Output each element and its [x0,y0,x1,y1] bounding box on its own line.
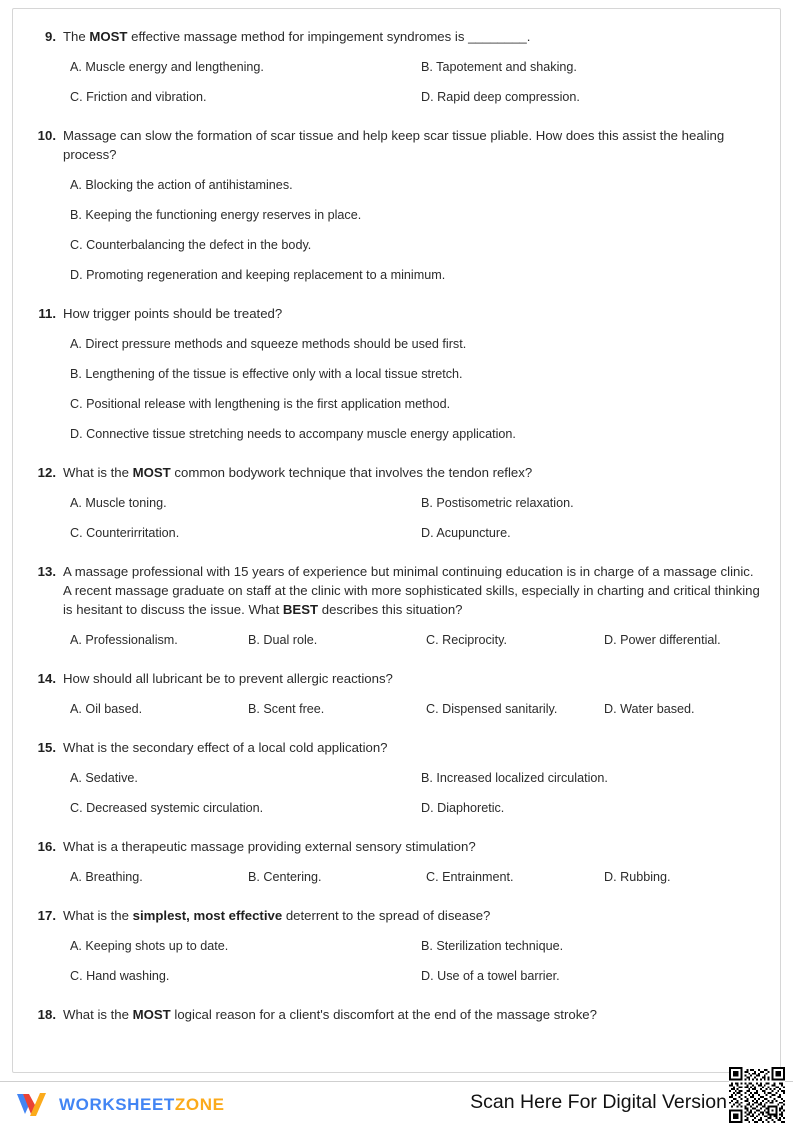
option-group [70,869,762,886]
answer-option[interactable]: B. Increased localized circulation. [421,771,608,785]
option-row [70,336,762,353]
question-number: 11. [38,306,56,321]
question-heading [31,669,762,688]
qr-code-icon[interactable] [729,1067,785,1123]
question-block [31,27,762,106]
answer-option[interactable]: D. Water based. [604,702,695,716]
question-text-run: A massage professional with 15 years of experience but minimal continuing education is in charge of a massage clinic. A recent massage graduate on staff at the clinic with more sophisticated skills, especially in charting and critical thinking is hesitant to discuss the issue. What [63,564,760,617]
question-text-run: Massage can slow the formation of scar tissue and help keep scar tissue pliable. How does this assist the healing process? [63,128,725,162]
answer-option[interactable]: C. Friction and vibration. [70,90,207,104]
answer-option[interactable]: D. Use of a towel barrier. [421,969,560,983]
option-group [70,336,762,443]
question-block [31,1005,762,1024]
question-text-run: What is the [63,465,133,480]
option-row [70,869,762,886]
option-row [70,938,762,955]
question-heading [31,126,762,164]
question-block [31,669,762,718]
option-row [70,426,762,443]
option-group [70,495,762,542]
question-text-run: deterrent to the spread of disease? [282,908,491,923]
answer-option[interactable]: D. Diaphoretic. [421,801,505,815]
question-spacer [31,284,762,304]
question-text-run: What is the [63,1007,133,1022]
question-text-run: What is the [63,908,133,923]
question-heading [31,463,762,482]
question-heading [31,738,762,757]
question-number: 10. [37,128,56,143]
question-block [31,304,762,443]
option-row [70,968,762,985]
question-text [63,463,762,482]
question-heading [31,562,762,619]
answer-option[interactable]: A. Sedative. [70,771,138,785]
question-text [63,304,762,323]
option-row [70,525,762,542]
answer-option[interactable]: A. Muscle toning. [70,496,167,510]
question-heading [31,906,762,925]
question-text [63,669,762,688]
worksheet-zone-logo[interactable] [14,1089,225,1119]
option-group [70,701,762,718]
question-text-run: The [63,29,90,44]
question-block [31,562,762,649]
question-text-run: What is a therapeutic massage providing external sensory stimulation? [63,839,476,854]
option-row [70,770,762,787]
question-text [63,837,762,856]
answer-option[interactable]: B. Tapotement and shaking. [421,60,577,74]
question-spacer [31,443,762,463]
option-row [70,632,762,649]
answer-option[interactable]: B. Centering. [248,870,322,884]
question-spacer [31,718,762,738]
answer-option[interactable]: B. Postisometric relaxation. [421,496,574,510]
question-text [63,738,762,757]
answer-option[interactable]: C. Dispensed sanitarily. [426,702,558,716]
option-row [70,396,762,413]
scan-prompt-text: Scan Here For Digital Version [470,1091,727,1113]
question-number: 13. [37,564,56,579]
answer-option[interactable]: A. Direct pressure methods and squeeze methods should be used first. [70,337,467,351]
option-group [70,632,762,649]
question-number: 16. [37,839,56,854]
question-spacer [31,985,762,1005]
answer-option[interactable]: C. Reciprocity. [426,633,507,647]
question-block [31,906,762,985]
answer-option[interactable]: B. Scent free. [248,702,325,716]
answer-option[interactable]: B. Lengthening of the tissue is effective only with a local tissue stretch. [70,367,463,381]
answer-option[interactable]: B. Sterilization technique. [421,939,564,953]
answer-option[interactable]: D. Power differential. [604,633,721,647]
question-number: 12. [37,465,56,480]
emphasis-text: BEST [282,602,319,617]
answer-option[interactable]: B. Dual role. [248,633,318,647]
option-row [70,366,762,383]
question-number: 9. [45,29,56,44]
option-group [70,938,762,985]
question-text-run: How trigger points should be treated? [63,306,283,321]
option-row [70,267,762,284]
option-group [70,177,762,284]
emphasis-text: MOST [132,465,171,480]
answer-option[interactable]: A. Blocking the action of antihistamines. [70,178,293,192]
question-block [31,738,762,817]
answer-option[interactable]: C. Positional release with lengthening is the first application method. [70,397,451,411]
question-spacer [31,817,762,837]
footer-divider [0,1081,793,1082]
question-heading [31,1005,762,1024]
question-text [63,562,762,619]
answer-option[interactable]: C. Entrainment. [426,870,514,884]
emphasis-text: simplest, most effective [132,908,283,923]
emphasis-text: MOST [132,1007,171,1022]
option-row [70,495,762,512]
option-group [70,59,762,106]
question-text-run: describes this situation? [318,602,463,617]
question-text-run: logical reason for a client's discomfort at the end of the massage stroke? [170,1007,597,1022]
question-number: 18. [37,1007,56,1022]
question-number: 17. [37,908,56,923]
question-spacer [31,106,762,126]
answer-option[interactable]: C. Counterirritation. [70,526,180,540]
question-number: 15. [37,740,56,755]
question-text-run: effective massage method for impingement syndromes is ________. [127,29,531,44]
answer-option[interactable]: A. Keeping shots up to date. [70,939,229,953]
answer-option[interactable]: B. Keeping the functioning energy reserves in place. [70,208,362,222]
answer-option[interactable]: C. Decreased systemic circulation. [70,801,264,815]
question-block [31,837,762,886]
option-row [70,89,762,106]
question-text-run: What is the secondary effect of a local cold application? [63,740,388,755]
answer-option[interactable]: A. Muscle energy and lengthening. [70,60,264,74]
question-heading [31,837,762,856]
question-spacer [31,542,762,562]
worksheet-page [12,8,781,1073]
question-spacer [31,886,762,906]
question-text-run: How should all lubricant be to prevent allergic reactions? [63,671,393,686]
emphasis-text: MOST [89,29,128,44]
option-group [70,770,762,817]
option-row [70,59,762,76]
answer-option[interactable]: C. Counterbalancing the defect in the body. [70,238,312,252]
question-number: 14. [37,671,56,686]
question-heading [31,27,762,46]
question-text [63,27,762,46]
answer-option[interactable]: D. Acupuncture. [421,526,511,540]
answer-option[interactable]: A. Professionalism. [70,633,178,647]
answer-option[interactable]: A. Oil based. [70,702,143,716]
answer-option[interactable]: D. Rapid deep compression. [421,90,580,104]
option-row [70,177,762,194]
answer-option[interactable]: C. Hand washing. [70,969,170,983]
question-spacer [31,649,762,669]
question-text [63,126,762,164]
question-heading [31,304,762,323]
option-row [70,237,762,254]
answer-option[interactable]: D. Connective tissue stretching needs to accompany muscle energy application. [70,427,516,441]
option-row [70,207,762,224]
question-block [31,126,762,284]
question-block [31,463,762,542]
question-text [63,906,762,925]
question-list [13,9,780,1024]
logo-text-worksheet: WORKSHEET [59,1094,175,1114]
answer-option[interactable]: A. Breathing. [70,870,143,884]
answer-option[interactable]: D. Rubbing. [604,870,671,884]
logo-text-zone: ZONE [174,1094,225,1114]
answer-option[interactable]: D. Promoting regeneration and keeping replacement to a minimum. [70,268,446,282]
option-row [70,800,762,817]
option-row [70,701,762,718]
page-footer [0,1081,793,1122]
question-text-run: common bodywork technique that involves the tendon reflex? [170,465,533,480]
logo-wordmark [59,1096,225,1113]
question-text [63,1005,762,1024]
logo-mark-icon [14,1089,50,1119]
